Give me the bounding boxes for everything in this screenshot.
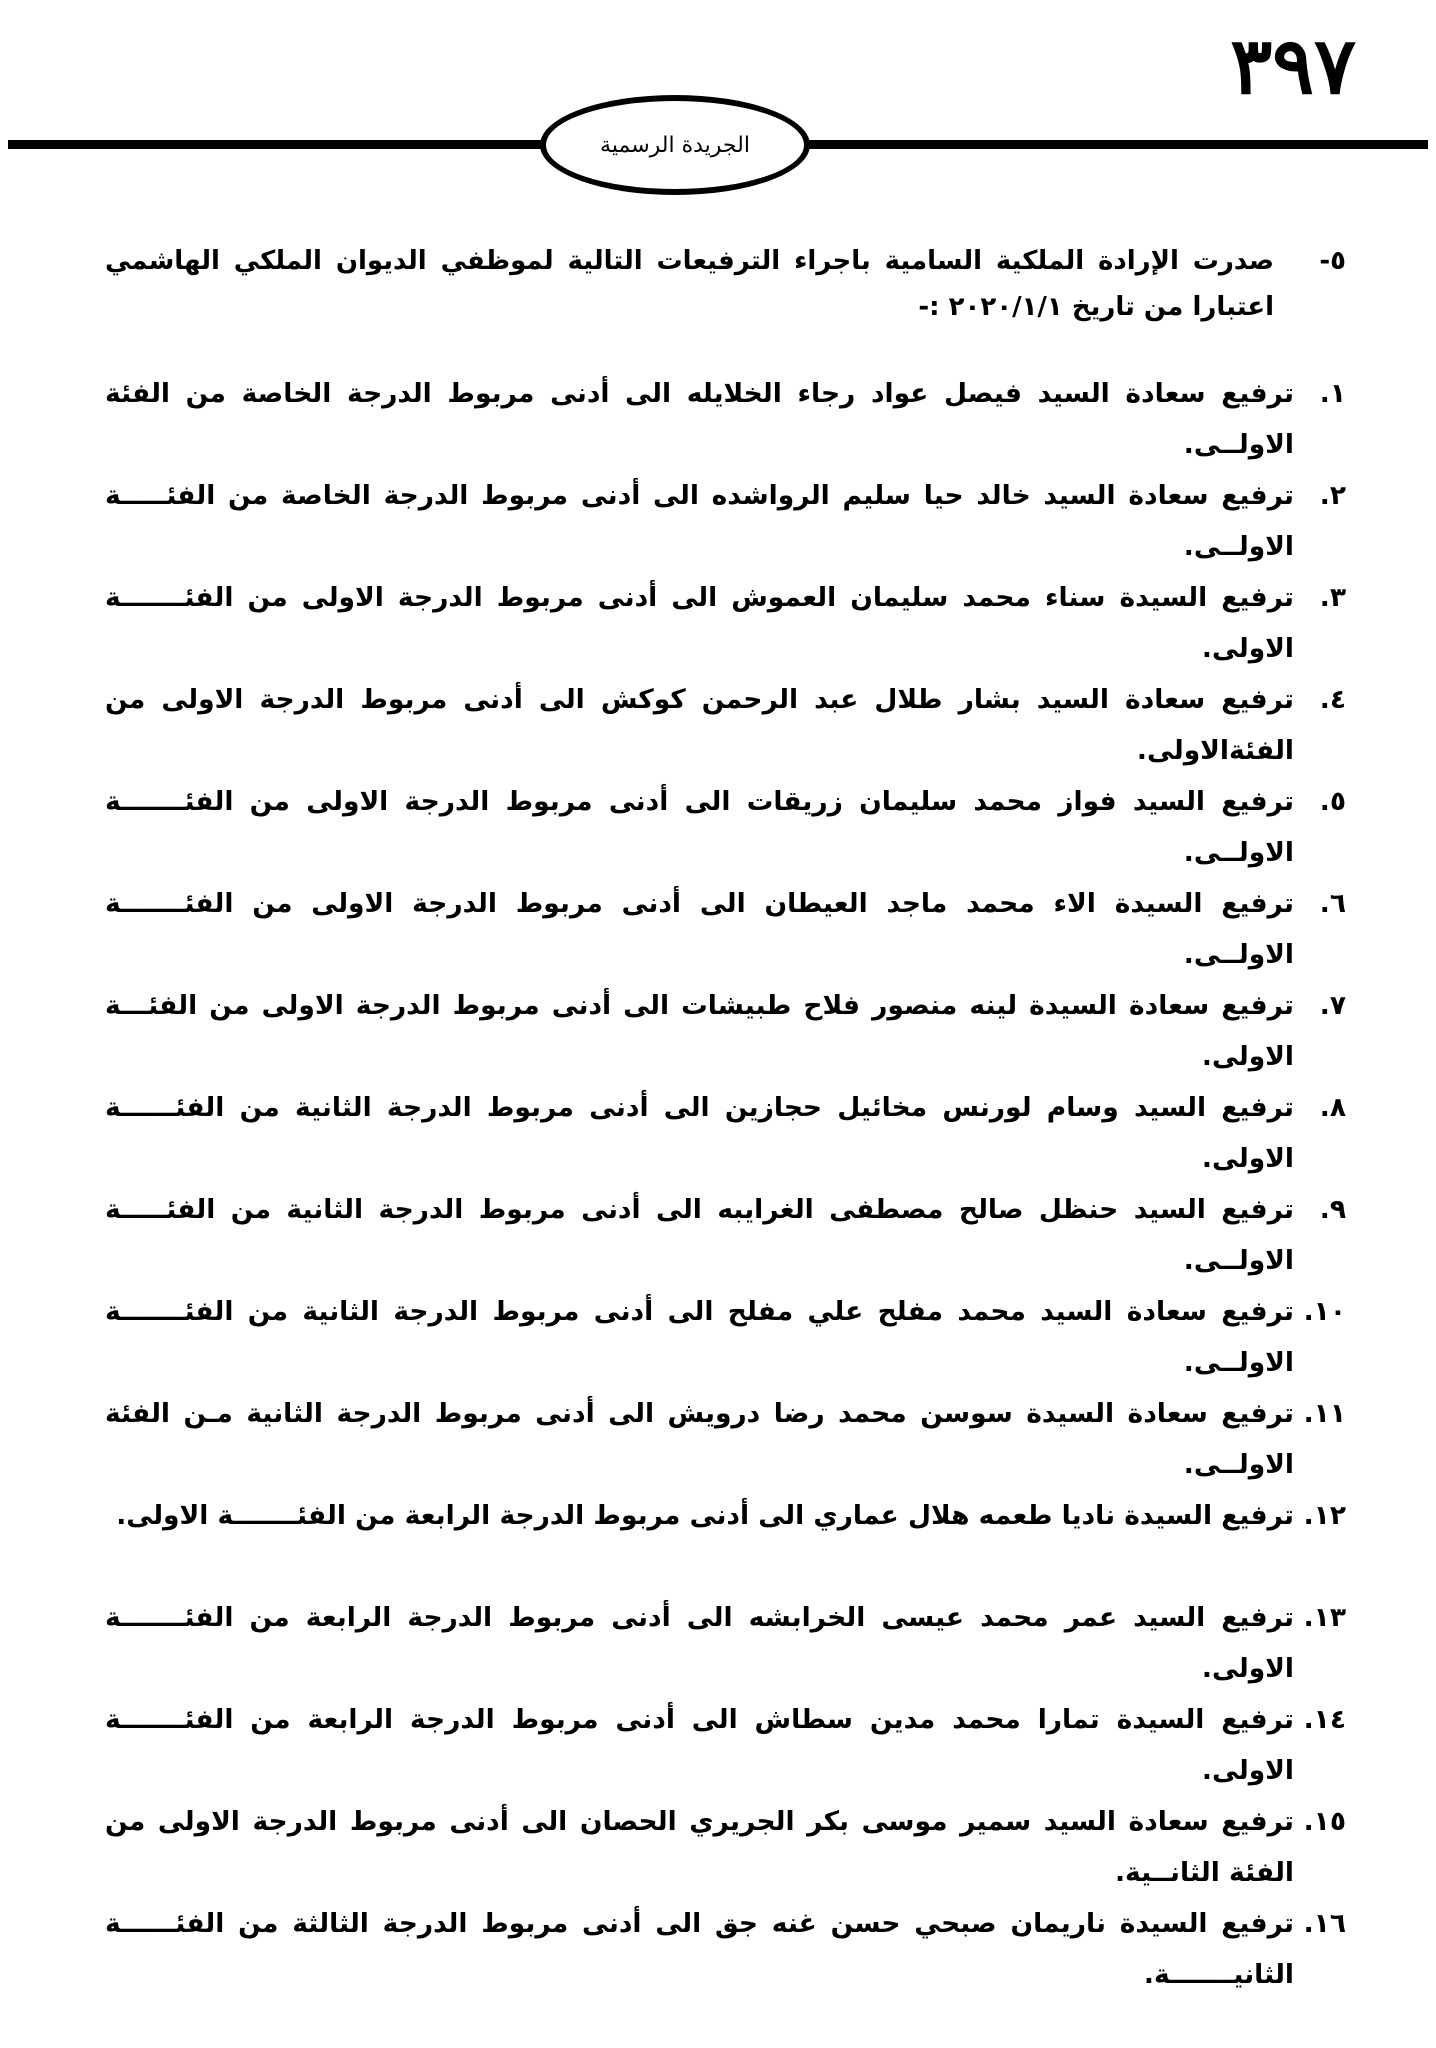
item-text: ترفيع السيدة تمارا محمد مدين سطاش الى أدنى مربوط الدرجة الرابعة من الفئـــــــة الاولى. [105,1704,1294,1786]
list-item [105,470,1346,572]
item-text: ترفيع السيدة ناديا طعمه هلال عماري الى أدنى مربوط الدرجة الرابعة من الفئـــــــة الاولى. [116,1500,1294,1531]
gazette-title: الجريدة الرسمية [600,132,750,158]
item-number: ١٤. [1303,1704,1346,1735]
list-item [105,980,1346,1082]
section-intro: صدرت الإرادة الملكية السامية باجراء الترفيعات التالية لموظفي الديوان الملكي الهاشمي اعتبارا من تاريخ ٢٠٢٠/١/١ :- [105,246,1274,322]
item-number: ٩. [1319,1194,1346,1225]
list-item [105,1388,1346,1490]
section-header [105,238,1346,330]
item-text: ترفيع السيد حنظل صالح مصطفى الغرايبه الى أدنى مربوط الدرجة الثانية من الفئـــــة الاولــى. [105,1194,1294,1276]
item-text: ترفيع السيدة سناء محمد سليمان العموش الى أدنى مربوط الدرجة الاولى من الفئـــــــة الاولى. [105,582,1294,664]
item-number: ٢. [1319,480,1346,511]
promotion-list [105,368,1346,2000]
list-item [105,572,1346,674]
item-text: ترفيع سعادة السيد بشار طلال عبد الرحمن كوكش الى أدنى مربوط الدرجة الاولى من الفئةالاولى. [105,684,1294,766]
item-number: ٥. [1319,786,1346,817]
item-number: ٦. [1319,888,1346,919]
item-number: ٨. [1319,1092,1346,1123]
list-item [105,1286,1346,1388]
list-item [105,1082,1346,1184]
item-number: ٧. [1319,990,1346,1021]
item-text: ترفيع السيدة الاء محمد ماجد العيطان الى أدنى مربوط الدرجة الاولى من الفئـــــــة الاولــى. [105,888,1294,970]
item-text: ترفيع السيد عمر محمد عيسى الخرابشه الى أدنى مربوط الدرجة الرابعة من الفئـــــــة الاولى. [105,1602,1294,1684]
item-text: ترفيع السيد وسام لورنس مخائيل حجازين الى أدنى مربوط الدرجة الثانية من الفئــــــة الاولى. [105,1092,1294,1174]
item-number: ١. [1319,378,1346,409]
list-item [105,1694,1346,1796]
list-item [105,1184,1346,1286]
item-text: ترفيع سعادة السيدة سوسن محمد رضا درويش الى أدنى مربوط الدرجة الثانية مـن الفئة الاولــى. [105,1398,1294,1480]
item-number: ٤. [1319,684,1346,715]
list-item [105,1796,1346,1898]
gazette-title-oval [540,95,810,195]
list-item [105,776,1346,878]
list-item [105,1592,1346,1694]
list-item [105,368,1346,470]
item-text: ترفيع سعادة السيد خالد حيا سليم الرواشده الى أدنى مربوط الدرجة الخاصة من الفئـــــة الاولــى. [105,480,1294,562]
item-text: ترفيع السيدة ناريمان صبحي حسن غنه جق الى أدنى مربوط الدرجة الثالثة من الفئــــــة الثانيـــــــة. [105,1908,1294,1990]
list-item [105,1898,1346,2000]
section-number: ٥- [1319,246,1346,276]
item-number: ١٦. [1303,1908,1346,1939]
item-number: ١٢. [1303,1500,1346,1531]
item-text: ترفيع سعادة السيد محمد مفلح علي مفلح الى أدنى مربوط الدرجة الثانية من الفئـــــــة الاولــى. [105,1296,1294,1378]
list-item [105,674,1346,776]
item-text: ترفيع سعادة السيد فيصل عواد رجاء الخلايله الى أدنى مربوط الدرجة الخاصة من الفئة الاولــى. [105,378,1294,460]
item-text: ترفيع سعادة السيد سمير موسى بكر الجريري الحصان الى أدنى مربوط الدرجة الاولى من الفئة الثانــية. [105,1806,1294,1888]
item-text: ترفيع سعادة السيدة لينه منصور فلاح طبيشات الى أدنى مربوط الدرجة الاولى من الفئـــة الاولى. [105,990,1294,1072]
item-number: ١٣. [1303,1602,1346,1633]
item-number: ١٠. [1303,1296,1346,1327]
item-number: ٣. [1319,582,1346,613]
item-number: ١١. [1303,1398,1346,1429]
list-item [105,878,1346,980]
page-number: ٣٩٧ [1230,21,1356,112]
item-number: ١٥. [1303,1806,1346,1837]
list-item [105,1490,1346,1592]
item-text: ترفيع السيد فواز محمد سليمان زريقات الى أدنى مربوط الدرجة الاولى من الفئـــــــة الاولــى. [105,786,1294,868]
decree-section [105,238,1346,2000]
